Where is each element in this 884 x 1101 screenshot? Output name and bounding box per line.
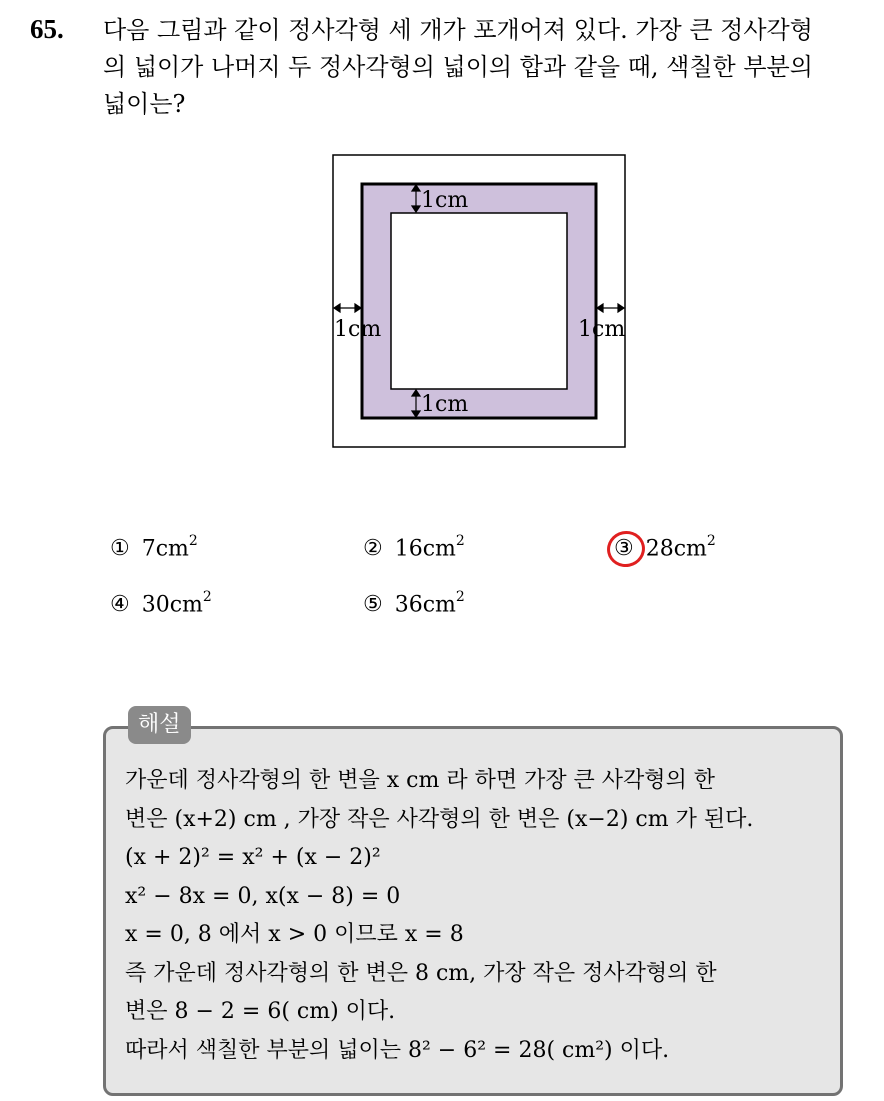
explanation-line: 가운데 정사각형의 한 변을 x cm 라 하면 가장 큰 사각형의 한 bbox=[125, 768, 716, 793]
option-number: ⑤ bbox=[363, 592, 383, 618]
option-value: 36cm bbox=[394, 592, 456, 618]
explanation-line: 즉 가운데 정사각형의 한 변은 8 cm, 가장 작은 정사각형의 한 bbox=[125, 960, 717, 986]
inner-square bbox=[391, 213, 567, 389]
explanation-text bbox=[125, 762, 835, 1070]
option-value: 30cm bbox=[141, 592, 203, 618]
option-value: 16cm bbox=[394, 536, 456, 562]
answer-circle-mark bbox=[604, 528, 649, 571]
option-value: 7cm bbox=[141, 536, 189, 562]
question-line: 의 넓이가 나머지 두 정사각형의 넓이의 합과 같을 때, 색칠한 부분의 bbox=[103, 53, 813, 81]
option-exponent: 2 bbox=[455, 589, 465, 605]
question-line: 다음 그림과 같이 정사각형 세 개가 포개어져 있다. 가장 큰 정사각형 bbox=[103, 16, 813, 44]
dimension-label-top: 1cm bbox=[421, 188, 469, 213]
option-1[interactable] bbox=[110, 535, 198, 561]
explanation-title: 해설 bbox=[128, 706, 191, 744]
option-number: ① bbox=[110, 536, 130, 562]
option-4[interactable] bbox=[110, 591, 212, 617]
question-line: 넓이는? bbox=[103, 90, 186, 118]
explanation-line: x² − 8x = 0, x(x − 8) = 0 bbox=[125, 883, 401, 909]
option-exponent: 2 bbox=[455, 533, 465, 549]
question-number: 65. bbox=[30, 14, 64, 44]
explanation-line: (x + 2)² = x² + (x − 2)² bbox=[125, 845, 381, 870]
option-exponent: 2 bbox=[706, 533, 716, 549]
explanation-line: 변은 8 − 2 = 6( cm) 이다. bbox=[125, 999, 396, 1024]
option-exponent: 2 bbox=[188, 533, 198, 549]
option-2[interactable] bbox=[363, 535, 465, 561]
option-value: 28cm bbox=[645, 536, 707, 562]
option-number: ③ bbox=[614, 536, 634, 562]
option-exponent: 2 bbox=[202, 589, 212, 605]
nested-squares-figure bbox=[0, 0, 884, 470]
dimension-label-bottom: 1cm bbox=[421, 392, 469, 417]
dimension-label-right: 1cm bbox=[578, 317, 626, 342]
option-5[interactable] bbox=[363, 591, 465, 617]
option-number: ④ bbox=[110, 592, 130, 618]
dimension-label-left: 1cm bbox=[334, 317, 382, 342]
option-3[interactable] bbox=[614, 535, 716, 561]
explanation-line: x = 0, 8 에서 x > 0 이므로 x = 8 bbox=[125, 922, 464, 947]
option-number: ② bbox=[363, 536, 383, 562]
explanation-line: 따라서 색칠한 부분의 넓이는 8² − 6² = 28( cm²) 이다. bbox=[125, 1037, 670, 1063]
explanation-line: 변은 (x+2) cm , 가장 작은 사각형의 한 변은 (x−2) cm 가 된다. bbox=[125, 806, 754, 832]
